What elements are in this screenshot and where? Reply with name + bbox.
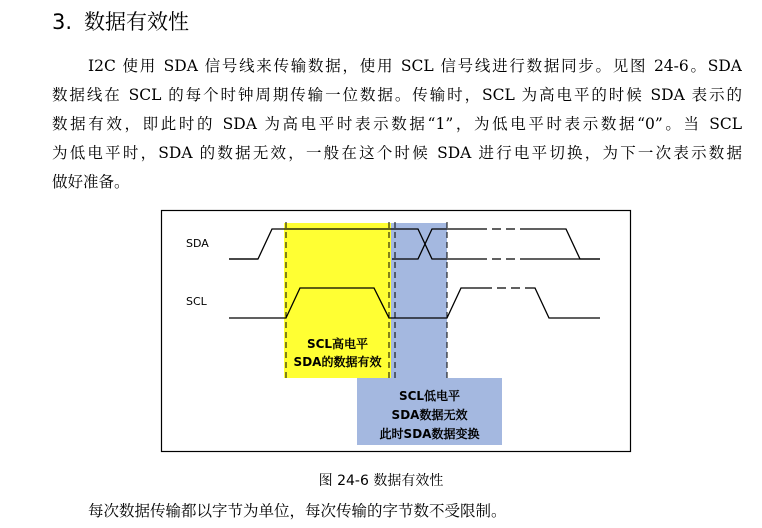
scl-high-callout-line: SDA的数据有效 bbox=[293, 355, 382, 369]
sda-signal-label: SDA bbox=[186, 237, 209, 250]
paragraph-line: 做好准备。 bbox=[52, 173, 130, 191]
paragraph-line: I2C 使用 SDA 信号线来传输数据，使用 SCL 信号线进行数据同步。见图 24-6。SDA bbox=[88, 57, 742, 75]
figure-caption: 图 24-6 数据有效性 bbox=[318, 473, 444, 489]
scl-low-callout-line: SCL低电平 bbox=[398, 389, 461, 403]
section-number: 3. bbox=[52, 10, 73, 34]
scl-high-callout-line: SCL高电平 bbox=[306, 337, 369, 351]
footer-paragraph: 每次数据传输都以字节为单位，每次传输的字节数不受限制。 bbox=[88, 502, 507, 520]
paragraph-line: 数据线在 SCL 的每个时钟周期传输一位数据。传输时，SCL 为高电平的时候 SDA 表示的 bbox=[52, 86, 742, 104]
paragraph-line: 数据有效，即此时的 SDA 为高电平时表示数据“1”，为低电平时表示数据“0”。当 SCL bbox=[52, 115, 742, 133]
scl-low-region bbox=[391, 223, 447, 378]
scl-low-callout-line: SDA数据无效 bbox=[391, 408, 468, 422]
paragraph-line: 为低电平时，SDA 的数据无效，一般在这个时候 SDA 进行电平切换，为下一次表示数据 bbox=[52, 144, 742, 162]
scl-low-callout-line: 此时SDA数据变换 bbox=[379, 427, 480, 441]
section-title: 数据有效性 bbox=[84, 10, 190, 34]
scl-signal-label: SCL bbox=[186, 295, 207, 308]
